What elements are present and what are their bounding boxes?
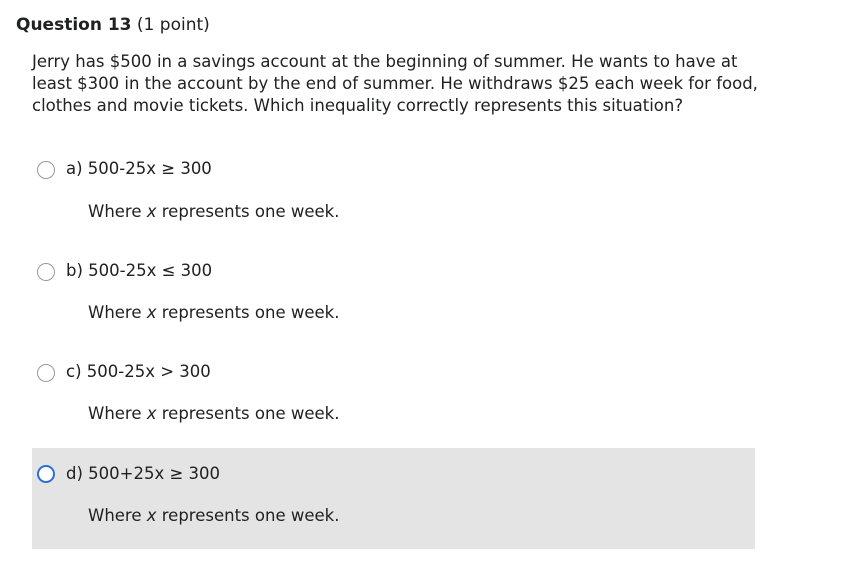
option-label-c[interactable]: c) 500-25x > 300 (66, 362, 211, 381)
option-label-a[interactable]: a) 500-25x ≥ 300 (66, 159, 212, 178)
option-note-variable: x (146, 202, 157, 221)
radio-button-b[interactable] (37, 263, 55, 281)
option-note-variable: x (146, 404, 157, 423)
question-points: (1 point) (136, 15, 210, 35)
option-note-prefix: Where (88, 404, 147, 423)
answer-option-a[interactable] (32, 150, 755, 230)
option-note-suffix: represents one week. (156, 506, 340, 525)
option-note-prefix: Where (88, 506, 147, 525)
option-note-suffix: represents one week. (156, 202, 340, 221)
option-note-variable: x (146, 303, 157, 322)
question-title: Question 13 (16, 15, 132, 35)
option-label-b[interactable]: b) 500-25x ≤ 300 (66, 261, 213, 280)
option-note-a (88, 201, 339, 223)
option-note-suffix: represents one week. (156, 404, 340, 423)
option-note-b (88, 302, 339, 324)
question-header (16, 14, 210, 36)
question-stem: Jerry has $500 in a savings account at the beginning of summer. He wants to have at least $300 in the account by the end of summer. He withdraws $25 each week for food, clothes and movie tickets. Which inequality correctly represents this situation? (32, 52, 758, 115)
radio-button-d[interactable] (37, 465, 55, 483)
answer-option-c[interactable] (32, 353, 755, 433)
option-note-prefix: Where (88, 202, 147, 221)
option-note-variable: x (146, 506, 157, 525)
answer-option-d[interactable] (32, 448, 755, 549)
option-note-c (88, 403, 339, 425)
radio-button-c[interactable] (37, 364, 55, 382)
answer-option-b[interactable] (32, 252, 755, 332)
option-label-d[interactable]: d) 500+25x ≥ 300 (66, 464, 221, 483)
radio-button-a[interactable] (37, 161, 55, 179)
option-note-suffix: represents one week. (156, 303, 340, 322)
option-note-prefix: Where (88, 303, 147, 322)
option-note-d (88, 505, 339, 527)
